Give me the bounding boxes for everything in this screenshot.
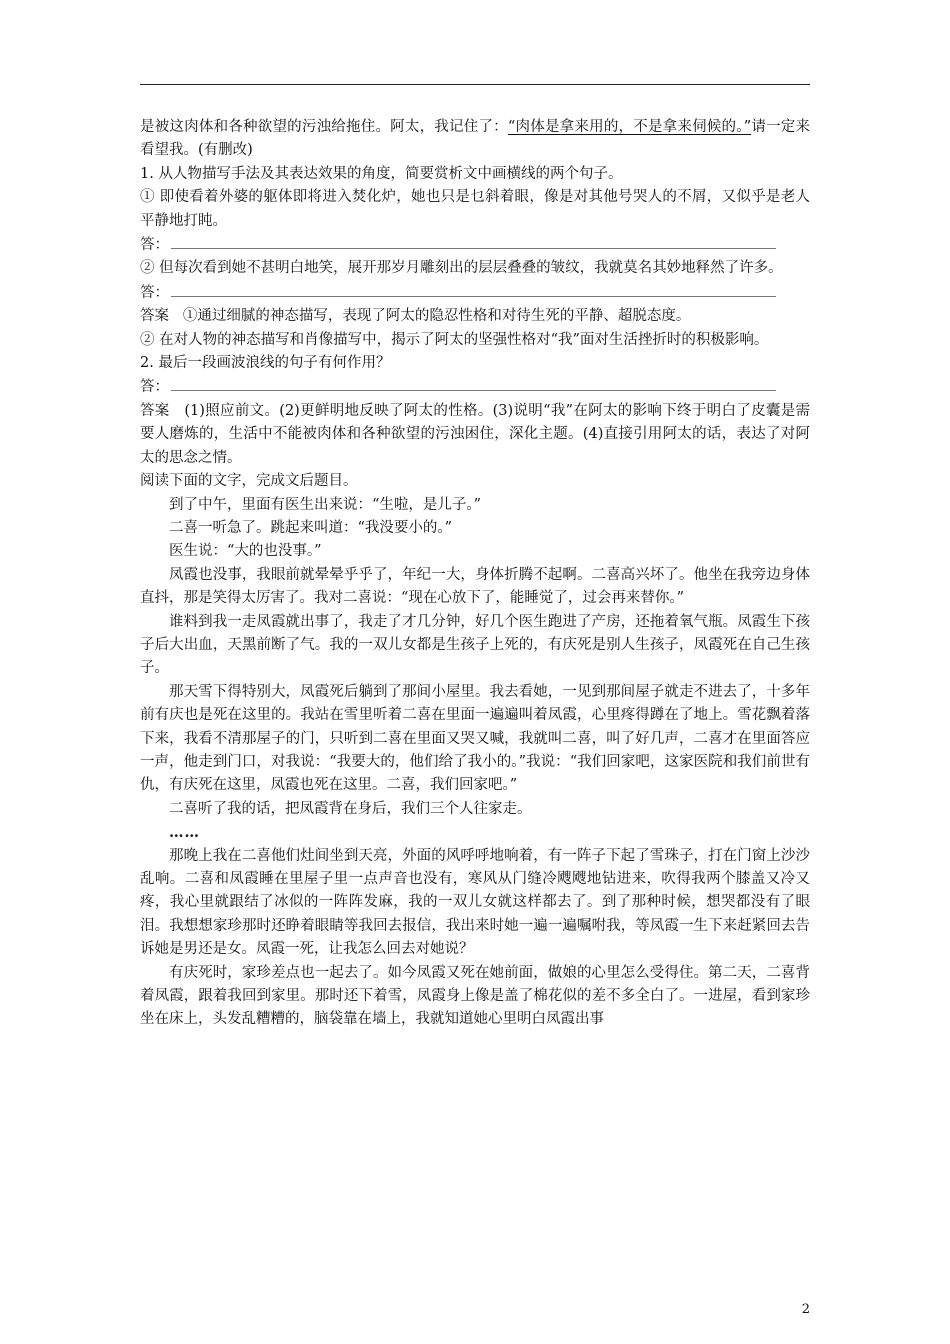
answer-key-text: ①通过细腻的神态描写，表现了阿太的隐忍性格和对待生死的平静、超脱态度。: [182, 308, 691, 325]
question-1-sentence-1: ① 即使看着外婆的躯体即将进入焚化炉，她也只是乜斜着眼，像是对其他号哭人的不屑，又似乎是老人平静地打盹。: [140, 189, 810, 229]
answer-blank[interactable]: [171, 281, 776, 297]
answer-label: 答：: [140, 379, 169, 396]
answer-line-1: [140, 233, 810, 257]
answer-line-3: [140, 375, 810, 399]
reading-paragraph: 有庆死时，家珍差点也一起去了。如今凤霞又死在她前面，做娘的心里怎么受得住。第二天，二喜背着凤霞，跟着我回到家里。那时还下着雪，凤霞身上像是盖了棉花似的差不多全白了。一进屋，看到家珍坐在床上，头发乱糟糟的，脑袋靠在墙上，我就知道她心里明白凤霞出事: [140, 964, 810, 1028]
paragraph-text: 请一定来看望我。(有删改): [140, 119, 811, 159]
answer-key-text: (1)照应前文。(2)更鲜明地反映了阿太的性格。(3)说明“我”在阿太的影响下终于明白了皮囊是需要人磨炼的，生活中不能被肉体和各种欲望的污浊困住，深化主题。(4)直接引用阿太的话，表达了对阿太的思念之情。: [140, 402, 811, 466]
reading-paragraph: 到了中午，里面有医生出来说：“生啦，是儿子。”: [169, 496, 482, 513]
question-2: 2. 最后一段画波浪线的句子有何作用？: [140, 355, 391, 372]
question-1: 1. 从人物描写手法及其表达效果的角度，简要赏析文中画横线的两个句子。: [140, 165, 623, 182]
header-rule: [140, 84, 810, 85]
answer-key-2: [140, 400, 810, 470]
paragraph-text: 是被这肉体和各种欲望的污浊给拖住。阿太，我记住了：: [140, 119, 508, 135]
document-body: [140, 116, 810, 1032]
answer-label: 答：: [140, 237, 169, 254]
reading-paragraph: 二喜听了我的话，把凤霞背在身后，我们三个人往家走。: [169, 800, 532, 817]
page-number: 2: [801, 1302, 810, 1317]
answer-key-label: 答案: [140, 308, 169, 325]
reading-paragraph: 那晚上我在二喜他们灶间坐到天亮，外面的风呼呼地响着，有一阵子下起了雪珠子，打在门窗上沙沙乱响。二喜和凤霞睡在里屋子里一点声音也没有，寒风从门缝冷飕飕地钻进来，吹得我两个膝盖又冷又疼，我心里就跟结了冰似的一阵阵发麻，我的一双儿女就这样都去了。到了那种时候，想哭都没有了眼泪。我想想家珍那时还睁着眼睛等我回去报信，我出来时她一遍一遍嘱咐我，等凤霞一生下来赶紧回去告诉她是男还是女。凤霞一死，让我怎么回去对她说？: [140, 847, 810, 958]
reading-intro: 阅读下面的文字，完成文后题目。: [140, 473, 358, 490]
answer-blank[interactable]: [171, 233, 776, 249]
answer-line-2: [140, 281, 810, 305]
answer-key-1: [140, 305, 810, 328]
answer-label: 答：: [140, 284, 169, 301]
reading-paragraph: 那天雪下得特别大，凤霞死后躺到了那间小屋里。我去看她，一见到那间屋子就走不进去了，十多年前有庆也是死在这里的。我站在雪里听着二喜在里面一遍遍叫着凤霞，心里疼得蹲在了地上。雪花飘着落下来，我看不清那屋子的门，只听到二喜在里面又哭又喊，我就叫二喜，叫了好几声，二喜才在里面答应一声，他走到门口，对我说：“我要大的，他们给了我小的。”我说：“我们回家吧，这家医院和我们前世有仇，有庆死在这里，凤霞也死在这里。二喜，我们回家吧。”: [140, 683, 810, 794]
reading-paragraph: 二喜一听急了。跳起来叫道：“我没要小的。”: [169, 519, 453, 536]
reading-paragraph: 凤霞也没事，我眼前就晕晕乎乎了，年纪一大，身体折腾不起啊。二喜高兴坏了。他坐在我旁边身体直抖，那是笑得太厉害了。我对二喜说：“现在心放下了，能睡觉了，过会再来替你。”: [140, 566, 810, 607]
answer-key-1-part-2: ② 在对人物的神态描写和肖像描写中，揭示了阿太的坚强性格对“我”面对生活挫折时的积极影响。: [140, 331, 769, 348]
answer-key-label: 答案: [140, 402, 170, 419]
question-1-sentence-2: ② 但每次看到她不甚明白地笑，展开那岁月雕刻出的层层叠叠的皱纹，我就莫名其妙地释然了许多。: [140, 260, 783, 277]
reading-paragraph: 谁料到我一走凤霞就出事了，我走了才几分钟，好几个医生跑进了产房，还拖着氧气瓶。凤霞生下孩子后大出血，天黑前断了气。我的一双儿女都是生孩子上死的，有庆死是别人生孩子，凤霞死在自己生孩子。: [140, 613, 810, 677]
answer-blank[interactable]: [171, 375, 776, 391]
ellipsis: ……: [169, 824, 200, 842]
wavy-underlined-sentence: “肉体是拿来用的，不是拿来伺候的。”: [507, 119, 752, 135]
reading-paragraph: 医生说：“大的也没事。”: [169, 543, 322, 560]
continued-paragraph: [140, 116, 810, 163]
